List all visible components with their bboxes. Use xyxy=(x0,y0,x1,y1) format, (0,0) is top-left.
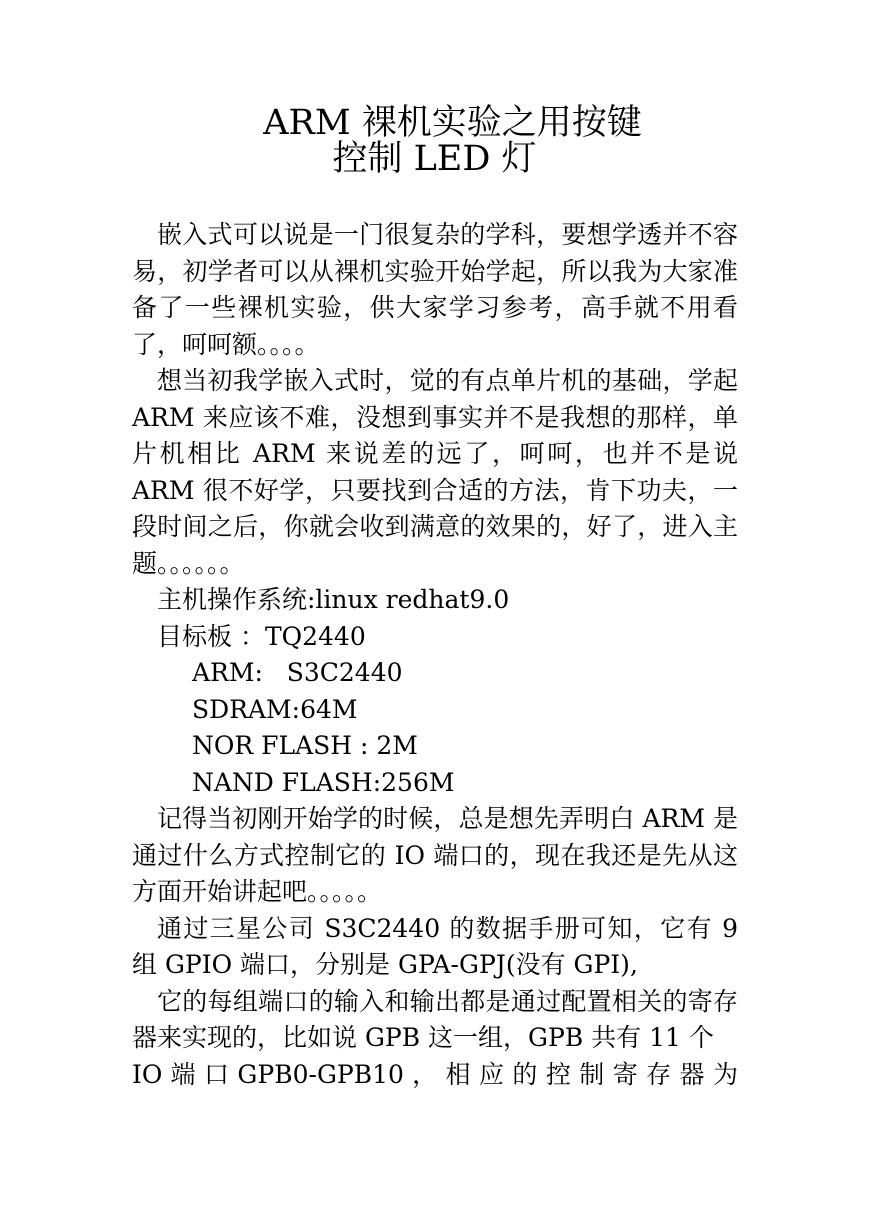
paragraph-background: 想当初我学嵌入式时，觉的有点单片机的基础，学起 ARM 来应该不难，没想到事实并不是我想的那样，单片机相比 ARM 来说差的远了，呵呵，也并不是说 ARM 很不好学，只要找到合适的方法，肯下功夫，一段时间之后，你就会收到满意的效果的，好了，进入主题。。。。。。 xyxy=(132,366,738,578)
paragraph-gpio-groups: 通过三星公司 S3C2440 的数据手册可知，它有 9 组 GPIO 端口，分别是 GPA-GPJ(没有 GPI), xyxy=(132,913,738,979)
paragraph-intro: 嵌入式可以说是一门很复杂的学科，要想学透并不容易，初学者可以从裸机实验开始学起，所以我为大家准备了一些裸机实验，供大家学习参考，高手就不用看了，呵呵额。。。。 xyxy=(132,220,738,359)
document-body xyxy=(132,217,738,1093)
paragraph-registers: 它的每组端口的输入和输出都是通过配置相关的寄存器来实现的，比如说 GPB 这一组，GPB 共有 11 个 xyxy=(132,986,738,1052)
spec-sdram: SDRAM:64M xyxy=(192,694,358,724)
spec-arm: ARM: S3C2440 xyxy=(192,658,403,687)
document-title-line1: ARM 裸机实验之用按键 xyxy=(263,103,642,143)
spec-nor-flash: NOR FLASH : 2M xyxy=(192,731,418,760)
paragraph-io-control: 记得当初刚开始学的时候，总是想先弄明白 ARM 是通过什么方式控制它的 IO 端口的，现在我还是先从这方面开始讲起吧。。。。。 xyxy=(132,804,738,906)
document-title-line2: 控制 LED 灯 xyxy=(332,139,537,179)
host-os-line: 主机操作系统:linux redhat9.0 xyxy=(157,585,510,614)
spec-nand-flash: NAND FLASH:256M xyxy=(192,767,455,797)
paragraph-registers-continued: IO 端 口 GPB0-GPB10 ， 相 应 的 控 制 寄 存 器 为 xyxy=(132,1059,738,1089)
target-board-line: 目标板 ：TQ2440 xyxy=(157,621,366,651)
